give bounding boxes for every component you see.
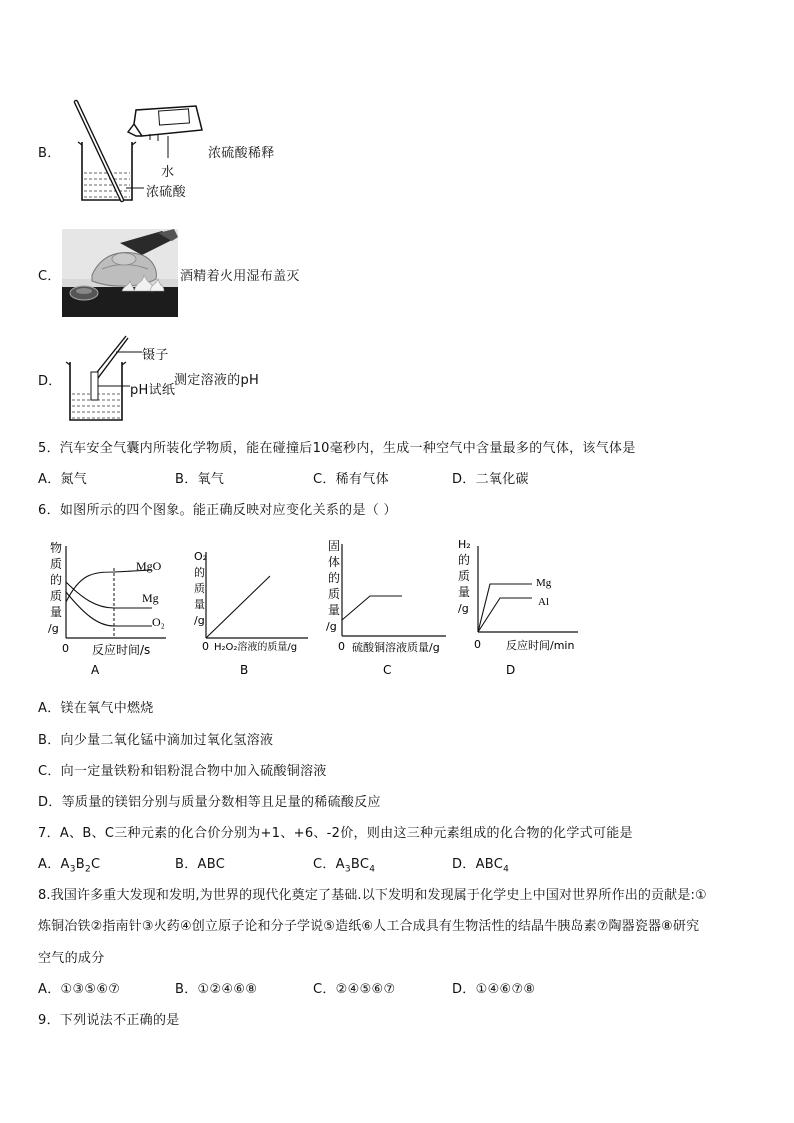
q6-option-c: C．向一定量铁粉和铝粉混合物中加入硫酸铜溶液 — [38, 764, 327, 779]
svg-text:/g: /g — [194, 614, 205, 627]
series-o2-line — [66, 592, 152, 626]
label-concentrated-acid: 浓硫酸 — [146, 185, 186, 200]
chart-b-origin: 0 — [202, 640, 209, 653]
q6-option-d: D．等质量的镁铝分别与质量分数相等且足量的稀硫酸反应 — [38, 795, 381, 810]
chart-d-ylabel: H₂ — [458, 538, 471, 551]
q9-stem: 9．下列说法不正确的是 — [38, 1013, 180, 1028]
q6-stem: 6．如图所示的四个图象。能正确反映对应变化关系的是（ ） — [38, 503, 397, 518]
chart-a-letter: A — [91, 663, 100, 677]
chart-a-xlabel: 反应时间/s — [92, 643, 151, 657]
chart-a — [40, 538, 180, 680]
option-c-caption: 酒精着火用湿布盖灭 — [180, 269, 300, 284]
q8-line-3: 空气的成分 — [38, 951, 105, 966]
svg-text:质: 质 — [194, 582, 205, 595]
label-water: 水 — [161, 165, 175, 180]
legend-mg: Mg — [536, 577, 552, 589]
chart-d-xlabel: 反应时间/min — [506, 639, 575, 652]
series-al-line — [478, 598, 532, 632]
q5-option-c: C．稀有气体 — [313, 472, 389, 487]
label-ph-paper: pH试纸 — [130, 383, 176, 398]
q6-option-a: A．镁在氧气中燃烧 — [38, 701, 154, 716]
q5-stem: 5．汽车安全气囊内所装化学物质，能在碰撞后10毫秒内，生成一种空气中含量最多的气体，该气体是 — [38, 441, 636, 456]
option-d-caption: 测定溶液的pH — [174, 373, 260, 388]
q7-option-d: D．$ABC_4$ — [452, 857, 510, 875]
series-mgo-line — [66, 570, 152, 602]
legend-mg: Mg — [142, 591, 159, 605]
q8-option-a: A．①③⑤⑥⑦ — [38, 982, 121, 997]
svg-text:的: 的 — [194, 566, 205, 579]
q7-stem: 7．A、B、C三种元素的化合价分别为+1、+6、-2价，则由这三种元素组成的化合物的化学式可能是 — [38, 826, 633, 841]
svg-text:体: 体 — [328, 555, 341, 569]
q5-option-b: B．氧气 — [175, 472, 225, 487]
svg-text:/g: /g — [48, 622, 59, 635]
option-b-caption: 浓硫酸稀释 — [208, 146, 275, 161]
chart-c-xlabel: 硫酸铜溶液质量/g — [352, 641, 440, 654]
svg-text:量: 量 — [458, 585, 471, 599]
chart-b — [190, 538, 320, 680]
svg-text:质: 质 — [328, 587, 341, 601]
q8-line-1: 8.我国许多重大发现和发明,为世界的现代化奠定了基础.以下发明和发现属于化学史上中国对世界所作出的贡献是:① — [38, 888, 707, 903]
series-solid-mass-line — [342, 596, 402, 620]
chart-c-origin: 0 — [338, 640, 345, 653]
svg-text:/g: /g — [458, 602, 469, 615]
chart-a-ylabel: 物 — [50, 541, 63, 555]
svg-text:量: 量 — [194, 598, 205, 611]
series-mg-line — [66, 582, 152, 608]
chart-d-origin: 0 — [474, 638, 481, 651]
q7-option-a: A．$A_3B_2C$ — [38, 857, 101, 875]
svg-text:的: 的 — [458, 553, 471, 567]
option-d-letter: D． — [38, 374, 62, 389]
svg-text:量: 量 — [50, 605, 63, 619]
svg-text:的: 的 — [328, 571, 341, 585]
chart-d — [454, 536, 594, 680]
option-c-letter: C． — [38, 269, 61, 284]
option-b-letter: B． — [38, 146, 61, 161]
chart-c-ylabel: 固 — [328, 539, 341, 553]
svg-text:/g: /g — [326, 620, 337, 633]
label-tweezers: 镊子 — [142, 348, 169, 363]
chart-d-letter: D — [506, 663, 516, 677]
chart-a-origin: 0 — [62, 642, 69, 655]
svg-text:质: 质 — [50, 557, 63, 571]
q5-option-d: D．二氧化碳 — [452, 472, 529, 487]
chart-c-letter: C — [383, 663, 392, 677]
q6-option-b: B．向少量二氧化锰中滴加过氧化氢溶液 — [38, 733, 274, 748]
svg-text:量: 量 — [328, 603, 341, 617]
legend-al: Al — [538, 596, 549, 608]
acid-dilution-figure — [64, 96, 214, 208]
q7-option-b: B．ABC — [175, 857, 226, 872]
chart-b-letter: B — [240, 663, 249, 677]
q8-option-b: B．①②④⑥⑧ — [175, 982, 258, 997]
series-o2-line — [206, 576, 270, 638]
svg-text:质: 质 — [458, 569, 471, 583]
wet-cloth-fire-photo — [62, 229, 178, 317]
legend-mgo: MgO — [136, 559, 162, 573]
q7-option-c: C．$A_3BC_4$ — [313, 857, 376, 875]
q5-option-a: A．氮气 — [38, 472, 88, 487]
svg-text:的: 的 — [50, 573, 63, 587]
chart-b-xlabel: H₂O₂溶液的质量/g — [214, 642, 298, 653]
chart-b-ylabel: O₂ — [194, 550, 208, 563]
q8-option-c: C．②④⑤⑥⑦ — [313, 982, 396, 997]
legend-o2: O₂ — [152, 615, 165, 629]
q8-option-d: D．①④⑥⑦⑧ — [452, 982, 536, 997]
svg-text:质: 质 — [50, 589, 63, 603]
q8-line-2: 炼铜冶铁②指南针③火药④创立原子论和分子学说⑤造纸⑥人工合成具有生物活性的结晶牛胰岛素⑦陶器瓷器⑧研究 — [38, 919, 700, 934]
series-mg-line — [478, 584, 532, 632]
chart-c — [322, 534, 462, 680]
